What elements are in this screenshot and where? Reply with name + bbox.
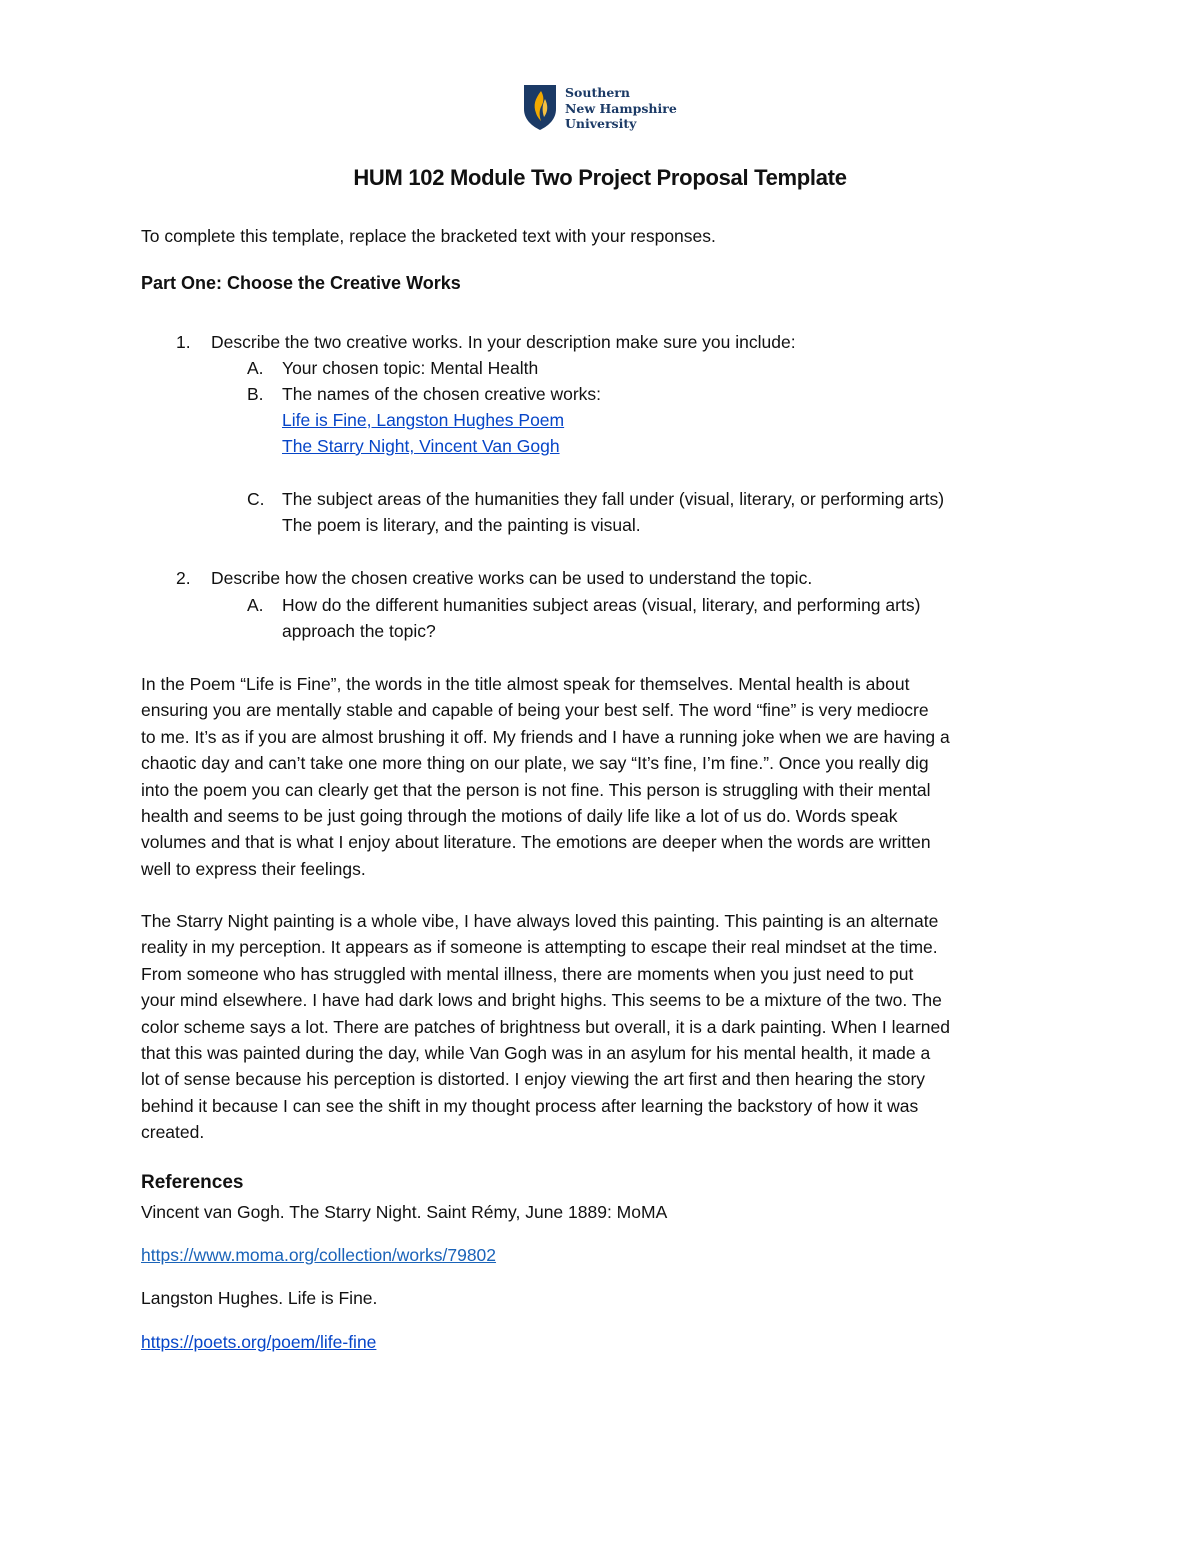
paragraph-line: that this was painted during the day, while Van Gogh was in an asylum for his mental health, it made a [141,1043,931,1064]
document-title: HUM 102 Module Two Project Proposal Template [353,165,847,190]
university-logo [522,83,682,133]
references-heading: References [141,1172,244,1193]
item-1-number: 1. [176,332,191,352]
shield-flame-icon [522,83,558,131]
paragraph-line: well to express their feelings. [141,858,366,879]
item-2-number: 2. [176,568,191,588]
paragraph-line: chaotic day and can’t take one more thing on our plate, we say “It’s fine, I’m fine.”. Once you really dig [141,753,929,774]
paragraph-line: lot of sense because his perception is distorted. I enjoy viewing the art first and then hearing the story [141,1069,926,1090]
reference-1-link[interactable]: https://www.moma.org/collection/works/79802 [141,1245,497,1265]
item-1b-letter: B. [247,384,264,404]
creative-work-link-painting[interactable]: The Starry Night, Vincent Van Gogh [282,436,560,456]
paragraph-line: your mind elsewhere. I have had dark lows and bright highs. This seems to be a mixture of the two. The [141,990,942,1011]
logo-line-2: New Hampshire [565,100,677,116]
creative-work-link-poem[interactable]: Life is Fine, Langston Hughes Poem [282,410,565,430]
reference-1: Vincent van Gogh. The Starry Night. Saint Rémy, June 1889: MoMA [141,1202,668,1222]
paragraph-line: The Starry Night painting is a whole vibe, I have always loved this painting. This painting is an alternate [141,911,939,931]
paragraph-line: into the poem you can clearly get that the person is not fine. This person is struggling with their mental [141,779,931,800]
paragraph-line: ensuring you are mentally stable and capable of being your best self. The word “fine” is very mediocre [141,700,929,721]
paragraph-line: color scheme says a lot. There are patches of brightness but overall, it is a dark painting. When I learned [141,1016,950,1037]
paragraph-line: volumes and that is what I enjoy about literature. The emotions are deeper when the words are written [141,832,931,853]
item-1b-text: The names of the chosen creative works: [282,384,602,404]
item-1c-text: The subject areas of the humanities they fall under (visual, literary, or performing arts) [282,489,945,509]
item-2a-text-line-1: How do the different humanities subject areas (visual, literary, and performing arts) [282,595,921,615]
logo-line-1: Southern [565,85,630,100]
item-1a-text: Your chosen topic: Mental Health [282,358,539,378]
item-1c-answer: The poem is literary, and the painting is visual. [282,515,641,535]
paragraph-line: reality in my perception. It appears as if someone is attempting to escape their real mindset at the time. [141,937,938,958]
paragraph-line: health and seems to be just going through the motions of daily life like a lot of us do. Words speak [141,806,898,827]
logo-line-3: University [565,116,637,131]
part-one-heading: Part One: Choose the Creative Works [141,273,461,293]
item-1a-letter: A. [247,358,264,378]
paragraph-line: In the Poem “Life is Fine”, the words in the title almost speak for themselves. Mental health is about [141,674,910,694]
paragraph-line: created. [141,1122,205,1143]
reference-2: Langston Hughes. Life is Fine. [141,1288,378,1308]
paragraph-poem [141,671,1071,882]
item-2a-text-line-2: approach the topic? [282,621,436,641]
paragraph-painting [141,908,1071,1146]
item-2a-letter: A. [247,595,264,615]
paragraph-line: behind it because I can see the shift in my thought process after learning the backstory of how it was [141,1095,919,1116]
paragraph-line: to me. It’s as if you are almost brushing it off. My friends and I have a running joke when we are having a [141,726,950,747]
reference-2-link[interactable]: https://poets.org/poem/life-fine [141,1332,377,1352]
intro-text: To complete this template, replace the bracketed text with your responses. [141,226,716,246]
item-2-text: Describe how the chosen creative works can be used to understand the topic. [211,568,813,588]
item-1-text: Describe the two creative works. In your description make sure you include: [211,332,796,352]
item-1c-letter: C. [247,489,265,509]
paragraph-line: From someone who has struggled with mental illness, there are moments when you just need to put [141,963,914,984]
